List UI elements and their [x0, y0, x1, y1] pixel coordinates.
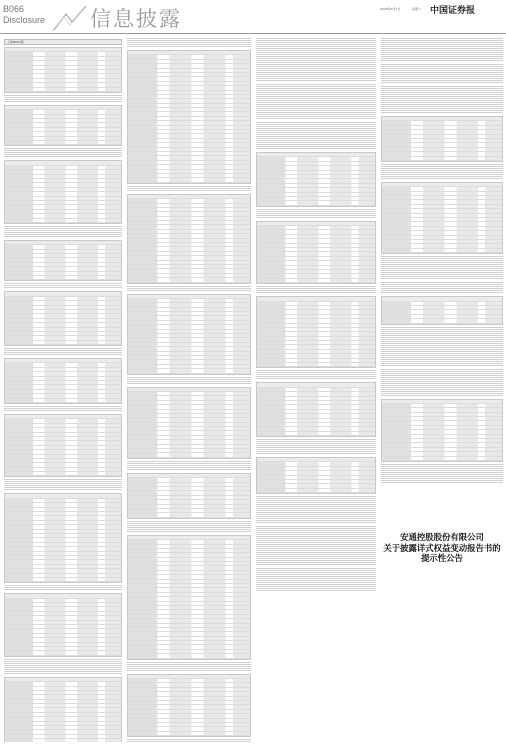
data-table: [4, 240, 122, 282]
table-row: [128, 178, 250, 182]
table-row: [257, 279, 375, 283]
header-slash-graphic: [52, 4, 88, 32]
data-table: [256, 152, 376, 207]
data-table: [127, 535, 251, 660]
page-code: B066: [3, 4, 25, 14]
table-row: [5, 341, 121, 345]
data-table: [127, 674, 251, 737]
continued-label: 上接B065版: [4, 39, 122, 45]
data-table: [4, 358, 122, 404]
table-row: [257, 489, 375, 493]
notice-title-suffix: 提示性公告: [421, 553, 463, 563]
data-table: [4, 160, 122, 223]
newspaper-logo: 中国证券报: [430, 6, 476, 16]
table-row: [5, 651, 121, 655]
table-row: [128, 278, 250, 282]
notice-company: 安通控股股份有限公司: [400, 532, 484, 542]
data-table: [256, 382, 376, 437]
table-row: [5, 88, 121, 92]
data-table: [4, 291, 122, 346]
data-table: [4, 47, 122, 93]
table-row: [382, 249, 502, 253]
table-row: [128, 654, 250, 658]
table-row: [128, 732, 250, 736]
text-block: [127, 461, 251, 471]
text-block: [127, 739, 251, 742]
data-table: [256, 221, 376, 284]
table-row: [257, 363, 375, 367]
issue-weekday: 星期六: [412, 7, 422, 11]
table-row: [257, 201, 375, 205]
data-table: [127, 294, 251, 375]
table-row: [128, 369, 250, 373]
text-block: [381, 38, 503, 62]
data-table: [256, 457, 376, 494]
data-table: [256, 296, 376, 368]
text-block: [381, 64, 503, 84]
table-row: [5, 739, 121, 742]
table-row: [5, 276, 121, 280]
text-block: [381, 86, 503, 114]
notice-title-box: [381, 532, 503, 572]
text-block: [4, 406, 122, 412]
table-row: [128, 453, 250, 457]
column-3: [256, 38, 376, 742]
data-table: [381, 399, 503, 462]
text-block: [381, 464, 503, 484]
text-block: [256, 122, 376, 150]
table-row: [5, 141, 121, 145]
text-block: [4, 585, 122, 591]
issue-date: 2020年3月7日: [380, 7, 401, 11]
text-block: [256, 286, 376, 294]
text-block: [381, 164, 503, 180]
table-row: [257, 432, 375, 436]
text-block: [381, 256, 503, 280]
table-row: [382, 457, 502, 461]
section-title: 信息披露: [90, 7, 182, 31]
text-block: [127, 286, 251, 292]
column-4: [381, 38, 503, 742]
text-block: [256, 370, 376, 380]
text-block: [4, 479, 122, 491]
data-table: [4, 414, 122, 477]
section-name-en: Disclosure: [3, 15, 46, 25]
table-row: [382, 319, 502, 323]
text-block: [4, 148, 122, 158]
table-row: [382, 157, 502, 161]
page-header: [0, 0, 506, 40]
table-row: [5, 578, 121, 582]
text-block: [256, 496, 376, 524]
text-block: [4, 95, 122, 103]
table-row: [5, 399, 121, 403]
data-table: [381, 116, 503, 162]
text-block: [127, 186, 251, 192]
data-table: [4, 593, 122, 656]
header-rule: [0, 33, 506, 34]
data-table: [127, 387, 251, 459]
text-block: [256, 84, 376, 120]
data-table: [381, 182, 503, 254]
text-block: [256, 568, 376, 592]
data-table: [127, 50, 251, 184]
text-block: [127, 38, 251, 48]
text-block: [4, 226, 122, 238]
data-table: [127, 194, 251, 284]
column-1: [4, 38, 122, 742]
data-table: [4, 493, 122, 583]
notice-title: 关于披露详式权益变动报告书的: [383, 542, 501, 553]
text-block: [4, 659, 122, 675]
text-block: [127, 377, 251, 385]
text-block: [256, 38, 376, 82]
text-block: [381, 369, 503, 397]
text-block: [256, 209, 376, 219]
table-row: [5, 219, 121, 223]
table-row: [128, 513, 250, 517]
text-block: [4, 283, 122, 289]
text-block: [127, 662, 251, 672]
text-block: [381, 282, 503, 294]
text-block: [256, 526, 376, 566]
data-table: [4, 677, 122, 742]
text-block: [127, 521, 251, 533]
text-block: [256, 439, 376, 455]
text-block: [4, 348, 122, 356]
data-table: [4, 105, 122, 147]
table-row: [5, 472, 121, 476]
data-table: [381, 296, 503, 324]
column-2: [127, 38, 251, 742]
data-table: [127, 473, 251, 519]
text-block: [381, 327, 503, 367]
